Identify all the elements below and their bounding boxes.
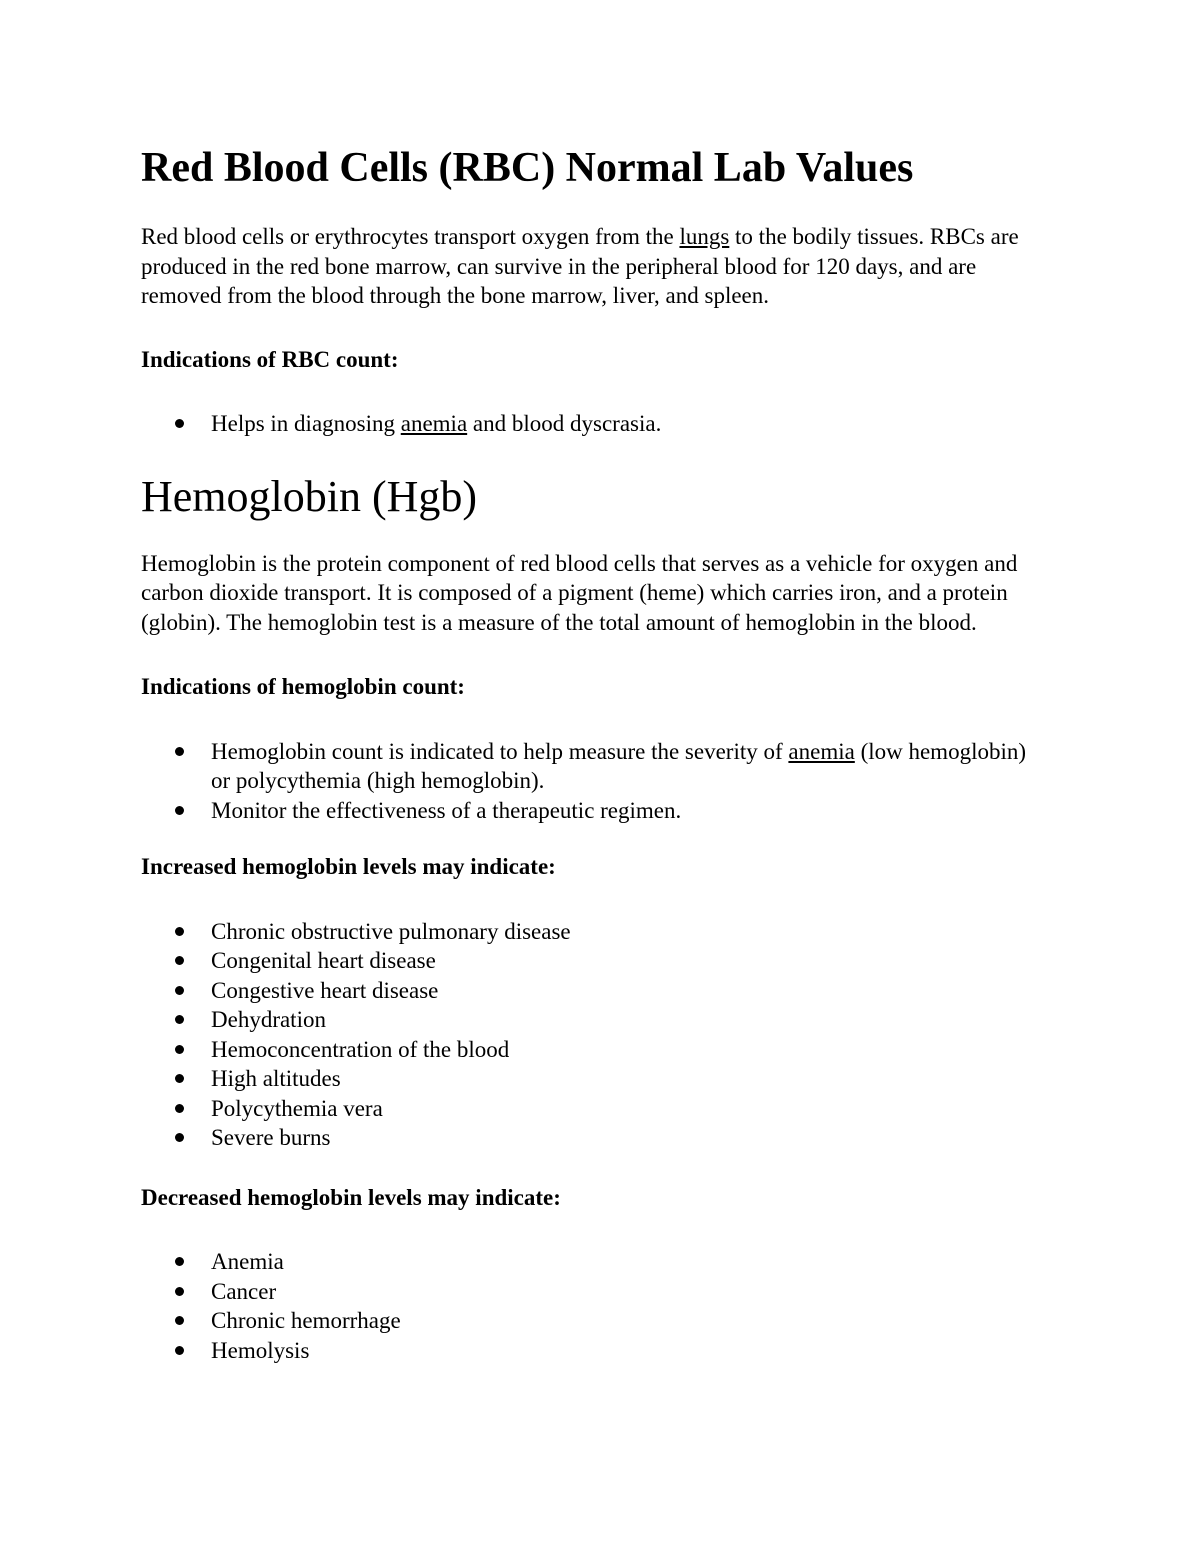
bullet-icon	[175, 1316, 184, 1325]
hgb-indications-heading: Indications of hemoglobin count:	[141, 674, 465, 699]
increased-item: Hemoconcentration of the blood	[211, 1036, 510, 1062]
decreased-item: Anemia	[211, 1249, 284, 1274]
bullet-icon	[175, 1074, 184, 1083]
rbc-title: Red Blood Cells (RBC) Normal Lab Values	[141, 145, 914, 191]
bullet-icon	[175, 986, 184, 995]
bullet-icon	[175, 747, 184, 756]
list-item	[141, 737, 1041, 796]
list-item	[141, 1123, 1041, 1153]
decreased-item: Chronic hemorrhage	[211, 1308, 401, 1333]
bullet-icon	[175, 806, 184, 815]
decreased-item: Cancer	[211, 1278, 277, 1304]
increased-item: Dehydration	[211, 1007, 326, 1032]
increased-item: High altitudes	[211, 1066, 341, 1091]
list-item	[141, 946, 1041, 976]
increased-list	[141, 917, 1041, 1153]
hgb-indication-text-2: (low hemoglobin) or polycythemia (high hemoglobin).	[211, 738, 1027, 793]
rbc-description	[141, 222, 1041, 311]
bullet-icon	[175, 1257, 184, 1266]
list-item	[141, 976, 1041, 1006]
list-item	[141, 1005, 1041, 1035]
rbc-indications-heading: Indications of RBC count:	[141, 346, 399, 372]
rbc-indication-text-1: Helps in diagnosing	[211, 411, 401, 436]
list-item	[141, 1064, 1041, 1094]
bullet-icon	[175, 1015, 184, 1024]
bullet-icon	[175, 1104, 184, 1113]
list-item	[141, 1094, 1041, 1124]
bullet-icon	[175, 956, 184, 965]
list-item	[141, 917, 1041, 947]
decreased-item: Hemolysis	[211, 1337, 310, 1363]
increased-heading: Increased hemoglobin levels may indicate:	[141, 854, 556, 879]
decreased-list	[141, 1247, 1041, 1365]
hgb-title: Hemoglobin (Hgb)	[141, 471, 478, 521]
hgb-indication-2: Monitor the effectiveness of a therapeutic regimen.	[211, 797, 682, 823]
bullet-icon	[175, 1287, 184, 1296]
anemia-link[interactable]: anemia	[400, 411, 468, 436]
increased-item: Chronic obstructive pulmonary disease	[211, 918, 571, 944]
list-item	[141, 1247, 1041, 1277]
increased-item: Congestive heart disease	[211, 977, 439, 1003]
bullet-icon	[175, 419, 184, 428]
rbc-desc-text-1: Red blood cells or erythrocytes transport oxygen from the	[141, 224, 680, 249]
rbc-indication-text-2: and blood dyscrasia.	[467, 411, 662, 436]
lungs-link[interactable]: lungs	[679, 224, 730, 249]
bullet-icon	[175, 1133, 184, 1142]
hgb-indication-text-1: Hemoglobin count is indicated to help measure the severity of	[211, 738, 789, 764]
anemia-link[interactable]: anemia	[788, 738, 855, 764]
decreased-heading: Decreased hemoglobin levels may indicate:	[141, 1184, 561, 1210]
hgb-description: Hemoglobin is the protein component of red blood cells that serves as a vehicle for oxygen and carbon dioxide transport. It is composed of a pigment (heme) which carries iron, and a protein (globin). The hemoglobin test is a measure of the total amount of hemoglobin in the blood.	[141, 550, 1018, 635]
list-item	[141, 409, 1041, 439]
bullet-icon	[175, 927, 184, 936]
list-item	[141, 1336, 1041, 1366]
rbc-desc-text-2: to the bodily tissues. RBCs are produced in the red bone marrow, can survive in the peripheral blood for 120 days, and are removed from the blood through the bone marrow, liver, and spleen.	[141, 224, 1019, 308]
increased-item: Polycythemia vera	[211, 1095, 383, 1121]
increased-item: Congenital heart disease	[211, 948, 436, 973]
list-item	[141, 1306, 1041, 1336]
list-item	[141, 796, 1041, 826]
increased-item: Severe burns	[211, 1125, 331, 1150]
hgb-indications-list	[141, 737, 1041, 826]
bullet-icon	[175, 1045, 184, 1054]
list-item	[141, 1277, 1041, 1307]
bullet-icon	[175, 1346, 184, 1355]
document-page	[141, 143, 1041, 1365]
list-item	[141, 1035, 1041, 1065]
rbc-indications-list	[141, 409, 1041, 439]
